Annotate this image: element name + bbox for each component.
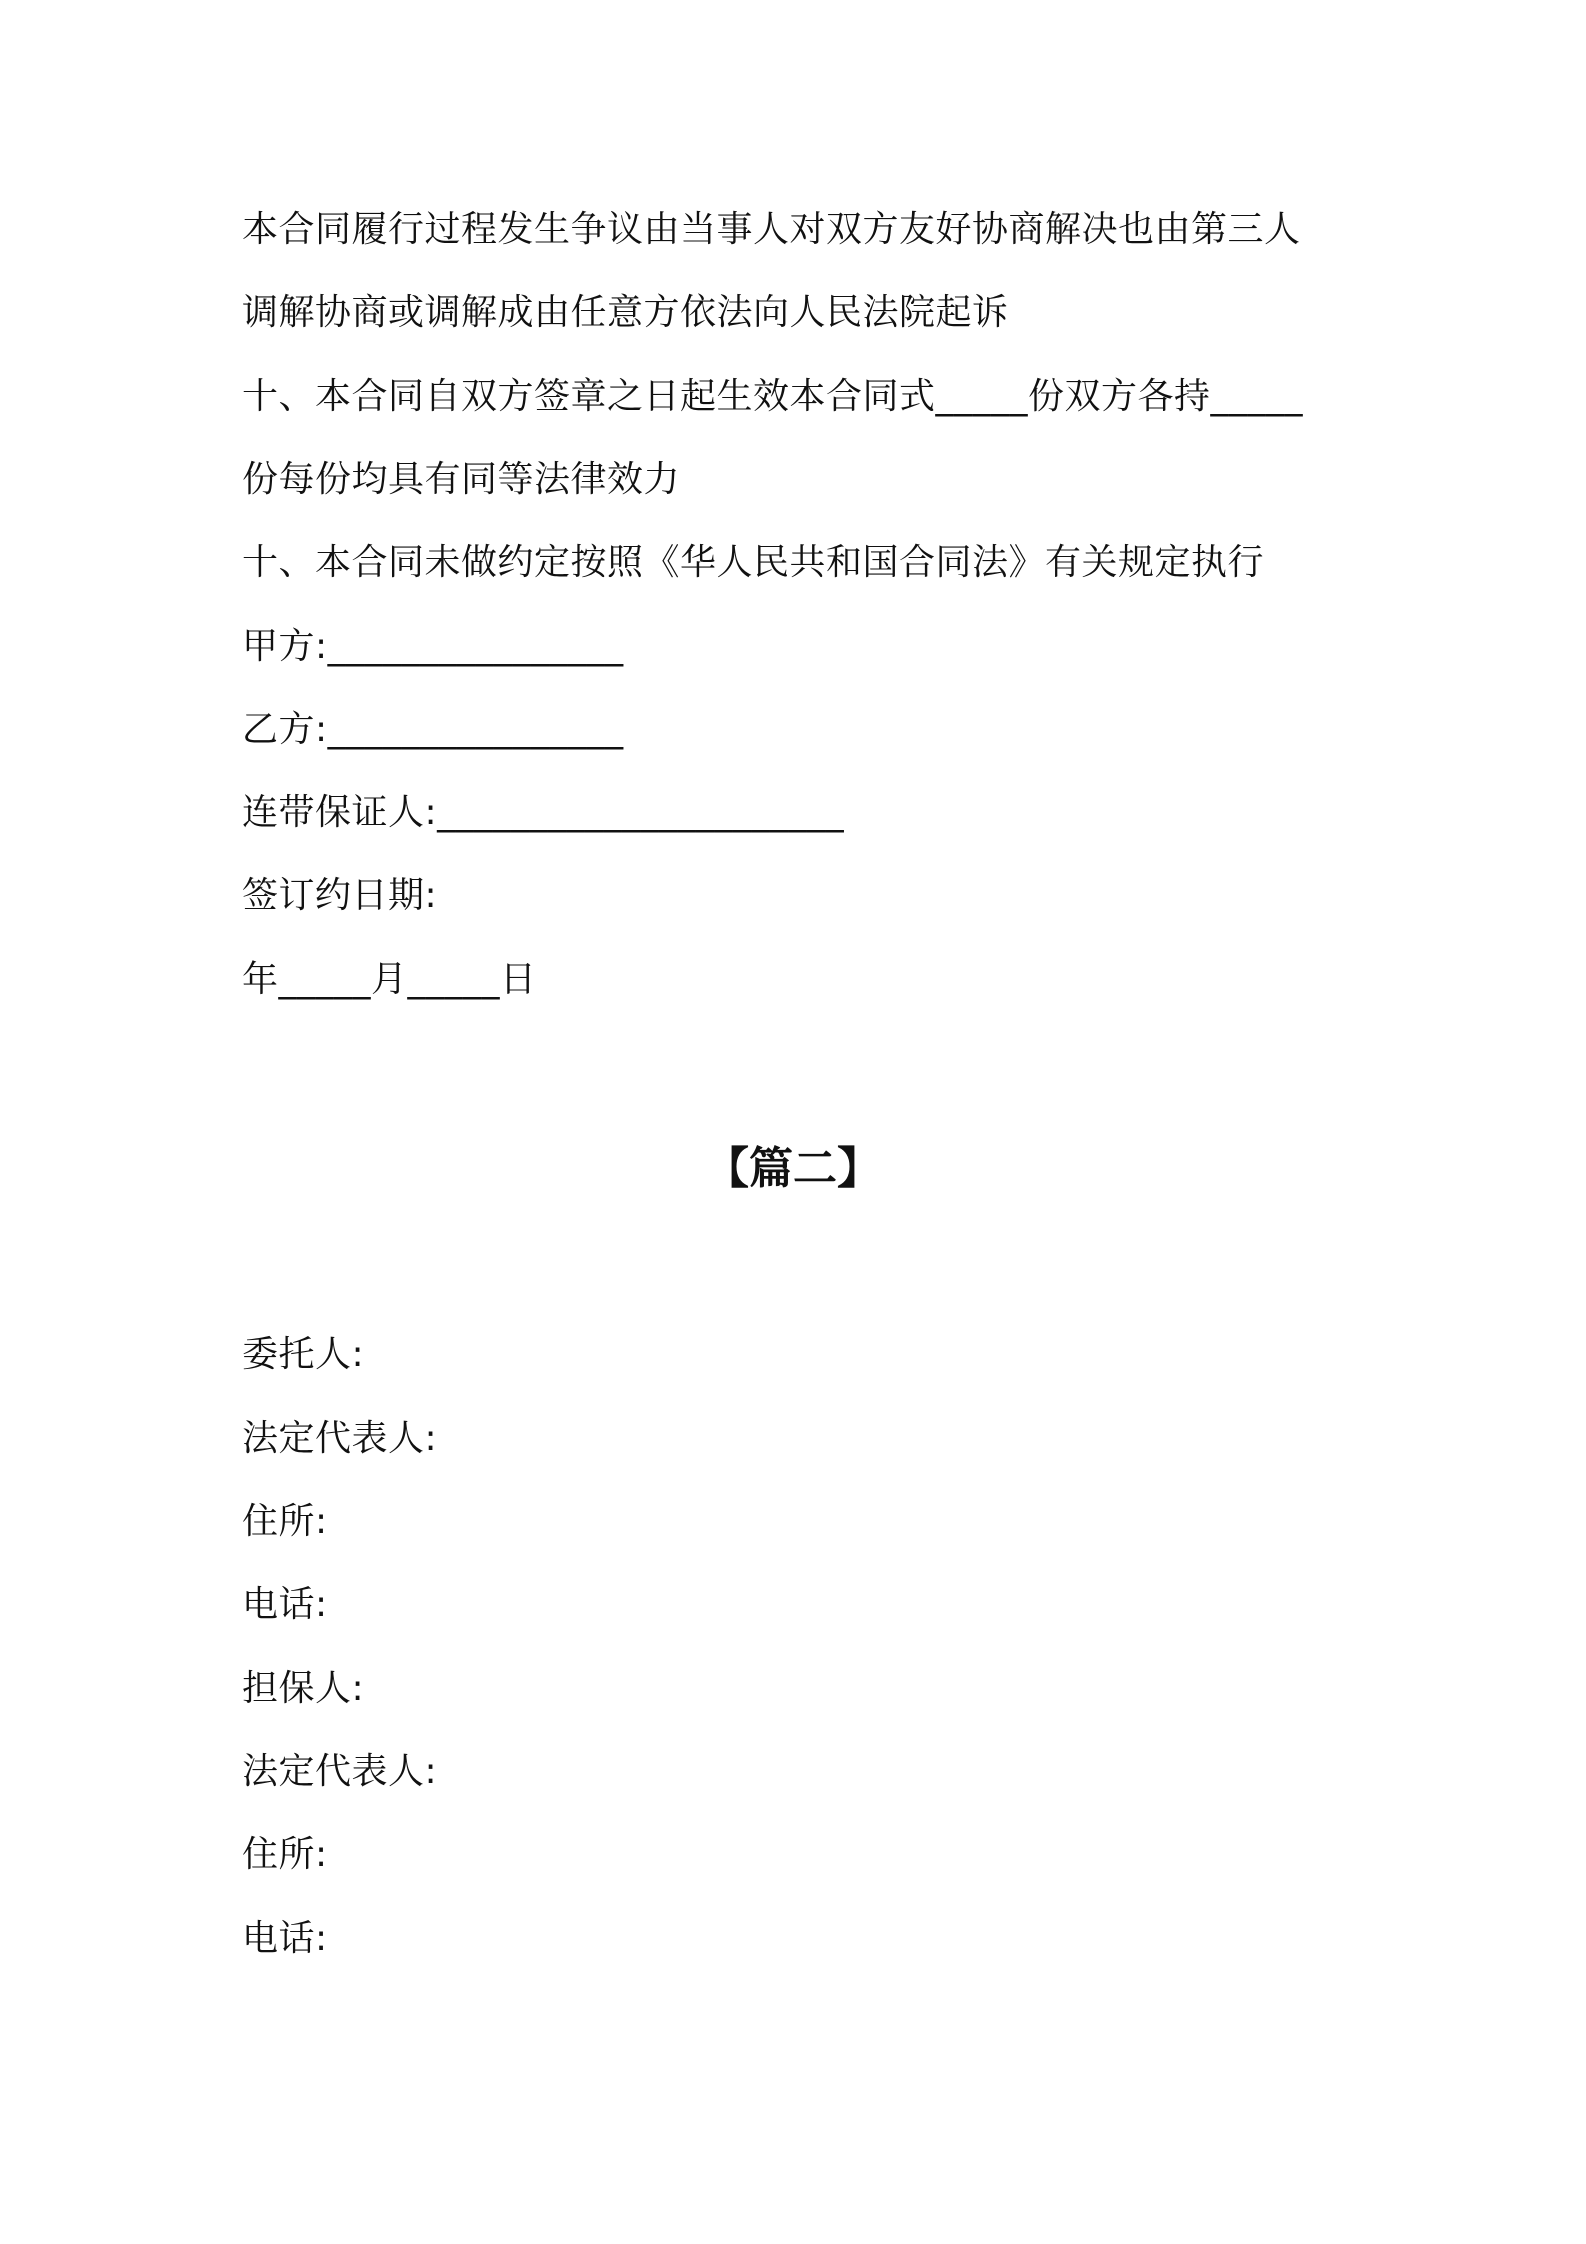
field-address-1: 住所: xyxy=(242,1501,328,1542)
field-address-2: 住所: xyxy=(242,1834,328,1875)
field-phone-1: 电话: xyxy=(242,1584,328,1625)
party-a-signature: 甲方:________________ xyxy=(242,626,624,667)
guarantor-signature: 连带保证人:______________________ xyxy=(242,792,845,833)
sign-date-label: 签订约日期: xyxy=(242,875,438,916)
clause-line-4: 份每份均具有同等法律效力 xyxy=(242,459,681,500)
field-legal-rep-1: 法定代表人: xyxy=(242,1418,438,1459)
clause-line-1: 本合同履行过程发生争议由当事人对双方友好协商解决也由第三人 xyxy=(242,209,1301,250)
party-b-signature: 乙方:________________ xyxy=(242,709,624,750)
clause-line-3: 十、本合同自双方签章之日起生效本合同式_____份双方各持_____ xyxy=(242,376,1304,417)
field-principal: 委托人: xyxy=(242,1334,365,1375)
section-title: 【篇二】 xyxy=(705,1143,881,1194)
clause-line-2: 调解协商或调解成由任意方依法向人民法院起诉 xyxy=(242,292,1009,333)
date-line: 年_____月_____日 xyxy=(242,959,537,1000)
field-phone-2: 电话: xyxy=(242,1918,328,1959)
field-legal-rep-2: 法定代表人: xyxy=(242,1751,438,1792)
clause-line-5: 十、本合同未做约定按照《华人民共和国合同法》有关规定执行 xyxy=(242,542,1265,583)
field-guarantor: 担保人: xyxy=(242,1668,365,1709)
